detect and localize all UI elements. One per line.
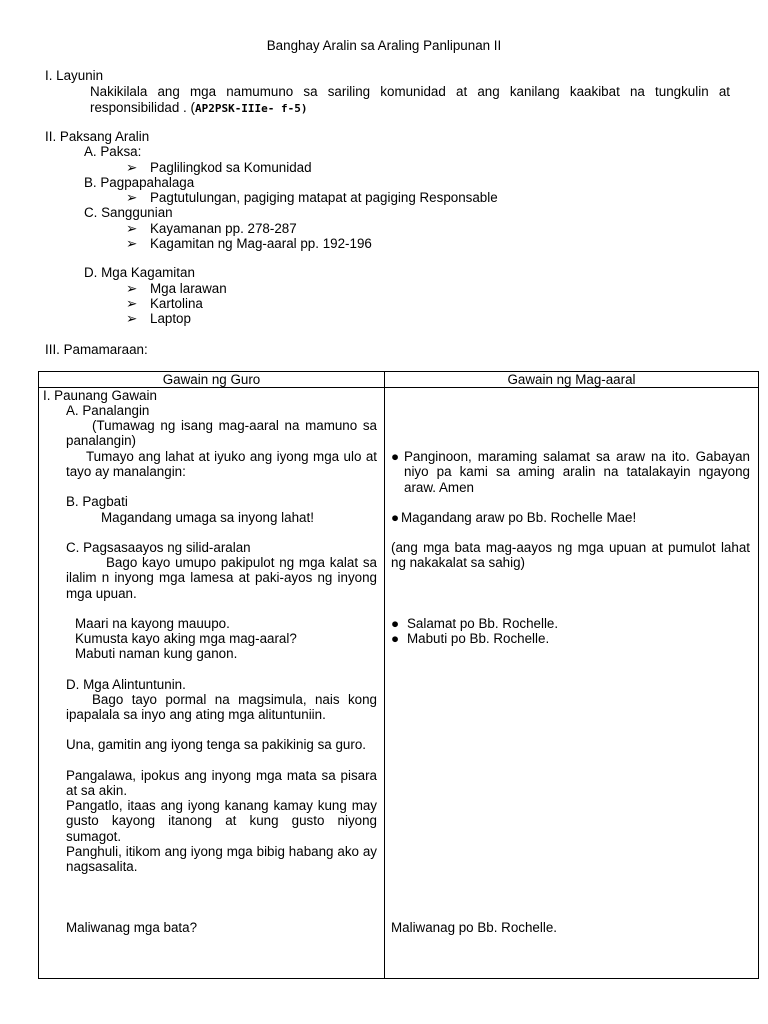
list-item: Paglilingkod sa Komunidad (150, 160, 312, 175)
column-header-teacher: Gawain ng Guro (39, 372, 385, 388)
student-response (391, 616, 558, 631)
student-cell (385, 388, 759, 979)
subject-d-item (126, 296, 203, 311)
subject-b-label: B. Pagpapahalaga (84, 175, 195, 190)
subject-heading: II. Paksang Aralin (45, 129, 150, 144)
procedure-heading: III. Pamamaraan: (45, 342, 148, 357)
subject-d-label: D. Mga Kagamitan (84, 265, 195, 280)
procedure-table (38, 371, 759, 979)
teacher-d-heading: D. Mga Alintuntunin. (66, 677, 186, 692)
bullet-icon: ● (391, 616, 400, 631)
student-response: (ang mga bata mag-aayos ng mga upuan at pumulot lahat ng nakakalat sa sahig) (391, 540, 750, 571)
table-header-row (39, 372, 759, 388)
arrow-bullet-icon: ➢ (126, 221, 138, 236)
student-closing: Maliwanag po Bb. Rochelle. (391, 920, 557, 935)
teacher-c-text: Bago kayo umupo pakipulot ng mga kalat sa ilalim n inyong mga lamesa at paki-ayos ng inyong mga upuan. (66, 555, 377, 601)
student-response (391, 510, 636, 525)
arrow-bullet-icon: ➢ (126, 236, 138, 251)
student-response: Panginoon, maraming salamat sa araw na ito. Gabayan niyo pa kami sa aming aralin na tatalakayin ngayong araw. Amen (404, 449, 750, 495)
objective-body: Nakikilala ang mga namumuno sa sariling komunidad at ang kanilang kaakibat na tungkulin at responsibilidad . ( (90, 84, 730, 115)
bullet-icon: ● (391, 449, 400, 464)
list-item: Kayamanan pp. 278-287 (150, 221, 297, 236)
subject-a-item (126, 160, 312, 175)
teacher-a-text: (Tumawag ng isang mag-aaral na mamuno sa panalangin) (66, 418, 377, 449)
teacher-cell (39, 388, 385, 979)
subject-d-item (126, 281, 227, 296)
arrow-bullet-icon: ➢ (126, 281, 138, 296)
teacher-d-text: Una, gamitin ang iyong tenga sa pakikinig sa guro. (66, 737, 366, 752)
teacher-a-text: Tumayo ang lahat at iyuko ang iyong mga ulo at tayo ay manalangin: (66, 449, 377, 480)
list-item: Laptop (150, 311, 191, 326)
column-header-student: Gawain ng Mag-aaral (385, 372, 759, 388)
subject-a-label: A. Paksa: (84, 144, 142, 159)
objective-code: AP2PSK-IIIe- f-5) (194, 102, 308, 115)
teacher-d-text: Panghuli, itikom ang iyong mga bibig habang ako ay nagsasalita. (66, 844, 377, 875)
arrow-bullet-icon: ➢ (126, 296, 138, 311)
arrow-bullet-icon: ➢ (126, 160, 138, 175)
document-title: Banghay Aralin sa Araling Panlipunan II (266, 38, 502, 53)
teacher-b-text: Magandang umaga sa inyong lahat! (101, 510, 314, 525)
arrow-bullet-icon: ➢ (126, 311, 138, 326)
student-response (391, 631, 549, 646)
list-item: Kagamitan ng Mag-aaral pp. 192-196 (150, 236, 372, 251)
teacher-d-text: Pangalawa, ipokus ang inyong mga mata sa pisara at sa akin. (66, 768, 377, 799)
teacher-a-heading: A. Panalangin (66, 403, 150, 418)
teacher-c-text: Maari na kayong mauupo. (75, 616, 230, 631)
teacher-c-text: Mabuti naman kung ganon. (75, 646, 238, 661)
bullet-icon: ● (391, 631, 400, 646)
response-text: Mabuti po Bb. Rochelle. (407, 631, 550, 646)
response-text: Salamat po Bb. Rochelle. (407, 616, 559, 631)
objective-text (90, 84, 730, 117)
subject-b-item (126, 190, 498, 205)
teacher-c-heading: C. Pagsasaayos ng silid-aralan (66, 540, 251, 555)
subject-c-item (126, 221, 297, 236)
subject-d-item (126, 311, 191, 326)
arrow-bullet-icon: ➢ (126, 190, 138, 205)
teacher-d-text: Pangatlo, itaas ang iyong kanang kamay kung may gusto kayong itanong at kung gusto niyong sumagot. (66, 798, 377, 844)
subject-c-label: C. Sanggunian (84, 205, 173, 220)
list-item: Pagtutulungan, pagiging matapat at pagiging Responsable (150, 190, 498, 205)
teacher-c-text: Kumusta kayo aking mga mag-aaral? (75, 631, 297, 646)
response-text: Magandang araw po Bb. Rochelle Mae! (401, 510, 637, 525)
subject-c-item (126, 236, 372, 251)
list-item: Kartolina (150, 296, 203, 311)
teacher-intro: I. Paunang Gawain (43, 388, 157, 403)
list-item: Mga larawan (150, 281, 227, 296)
table-row (39, 388, 759, 979)
objective-heading: I. Layunin (45, 68, 104, 83)
bullet-icon: ● (391, 510, 400, 525)
teacher-d-text: Bago tayo pormal na magsimula, nais kong ipapalala sa inyo ang ating mga alituntuniin. (66, 692, 377, 723)
teacher-closing: Maliwanag mga bata? (66, 920, 198, 935)
teacher-b-heading: B. Pagbati (66, 494, 128, 509)
